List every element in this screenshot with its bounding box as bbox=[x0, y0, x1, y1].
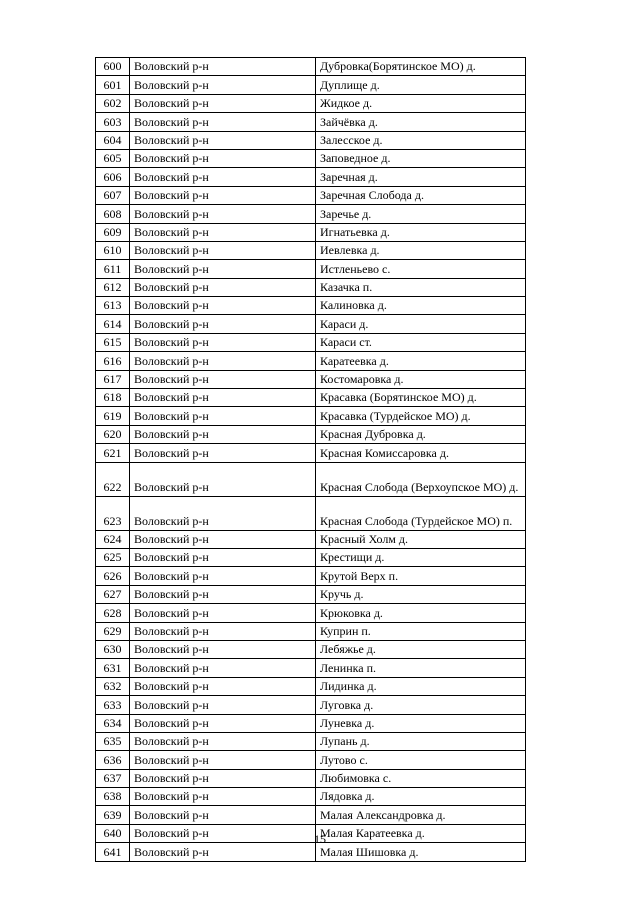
row-number: 605 bbox=[96, 149, 130, 167]
district-cell: Воловский р-н bbox=[130, 714, 316, 732]
table-row bbox=[96, 425, 526, 443]
row-number: 608 bbox=[96, 205, 130, 223]
district-cell: Воловский р-н bbox=[130, 530, 316, 548]
row-number: 637 bbox=[96, 769, 130, 787]
district-cell: Воловский р-н bbox=[130, 696, 316, 714]
settlement-cell: Калиновка д. bbox=[316, 297, 526, 315]
district-cell: Воловский р-н bbox=[130, 370, 316, 388]
district-cell: Воловский р-н bbox=[130, 462, 316, 496]
settlement-cell: Казачка п. bbox=[316, 278, 526, 296]
document-page bbox=[95, 57, 526, 862]
row-number: 616 bbox=[96, 352, 130, 370]
district-cell: Воловский р-н bbox=[130, 677, 316, 695]
settlement-cell: Крюковка д. bbox=[316, 604, 526, 622]
row-number: 629 bbox=[96, 622, 130, 640]
row-number: 624 bbox=[96, 530, 130, 548]
row-number: 610 bbox=[96, 241, 130, 259]
table-row bbox=[96, 604, 526, 622]
table-row bbox=[96, 769, 526, 787]
settlement-cell: Зайчёвка д. bbox=[316, 113, 526, 131]
row-number: 638 bbox=[96, 788, 130, 806]
table-row bbox=[96, 567, 526, 585]
district-cell: Воловский р-н bbox=[130, 751, 316, 769]
district-cell: Воловский р-н bbox=[130, 769, 316, 787]
table-row bbox=[96, 131, 526, 149]
table-row bbox=[96, 659, 526, 677]
table-row bbox=[96, 806, 526, 824]
table-row bbox=[96, 788, 526, 806]
table-row bbox=[96, 585, 526, 603]
table-row bbox=[96, 548, 526, 566]
district-cell: Воловский р-н bbox=[130, 149, 316, 167]
settlement-cell: Луневка д. bbox=[316, 714, 526, 732]
district-cell: Воловский р-н bbox=[130, 76, 316, 94]
table-row bbox=[96, 297, 526, 315]
district-cell: Воловский р-н bbox=[130, 806, 316, 824]
settlement-cell: Заречье д. bbox=[316, 205, 526, 223]
row-number: 632 bbox=[96, 677, 130, 695]
settlement-cell: Залесское д. bbox=[316, 131, 526, 149]
row-number: 622 bbox=[96, 462, 130, 496]
settlement-cell: Лутово с. bbox=[316, 751, 526, 769]
settlement-cell: Иевлевка д. bbox=[316, 241, 526, 259]
settlement-cell: Лупань д. bbox=[316, 732, 526, 750]
table-row bbox=[96, 260, 526, 278]
settlement-cell: Кручь д. bbox=[316, 585, 526, 603]
table-row bbox=[96, 352, 526, 370]
district-cell: Воловский р-н bbox=[130, 824, 316, 842]
row-number: 630 bbox=[96, 640, 130, 658]
table-row bbox=[96, 370, 526, 388]
settlement-cell: Жидкое д. bbox=[316, 94, 526, 112]
row-number: 627 bbox=[96, 585, 130, 603]
settlement-cell: Дубровка(Борятинское МО) д. bbox=[316, 58, 526, 76]
settlement-cell: Каратеевка д. bbox=[316, 352, 526, 370]
table-row bbox=[96, 407, 526, 425]
table-row bbox=[96, 94, 526, 112]
district-cell: Воловский р-н bbox=[130, 567, 316, 585]
table-row bbox=[96, 333, 526, 351]
district-cell: Воловский р-н bbox=[130, 278, 316, 296]
table-row bbox=[96, 622, 526, 640]
row-number: 633 bbox=[96, 696, 130, 714]
district-cell: Воловский р-н bbox=[130, 333, 316, 351]
district-cell: Воловский р-н bbox=[130, 131, 316, 149]
settlement-cell: Красная Слобода (Верхоупское МО) д. bbox=[316, 462, 526, 496]
settlement-cell: Куприн п. bbox=[316, 622, 526, 640]
table-row bbox=[96, 76, 526, 94]
settlement-cell: Красная Слобода (Турдейское МО) п. bbox=[316, 496, 526, 530]
row-number: 604 bbox=[96, 131, 130, 149]
district-cell: Воловский р-н bbox=[130, 352, 316, 370]
district-cell: Воловский р-н bbox=[130, 389, 316, 407]
district-cell: Воловский р-н bbox=[130, 585, 316, 603]
settlement-cell: Заречная д. bbox=[316, 168, 526, 186]
table-row bbox=[96, 113, 526, 131]
page-number: 15 bbox=[314, 832, 326, 846]
settlement-cell: Костомаровка д. bbox=[316, 370, 526, 388]
table-row bbox=[96, 732, 526, 750]
settlements-table bbox=[95, 57, 526, 862]
district-cell: Воловский р-н bbox=[130, 622, 316, 640]
row-number: 639 bbox=[96, 806, 130, 824]
table-row bbox=[96, 462, 526, 496]
table-row bbox=[96, 640, 526, 658]
table-row bbox=[96, 677, 526, 695]
table-row bbox=[96, 149, 526, 167]
row-number: 623 bbox=[96, 496, 130, 530]
settlement-cell: Крутой Верх п. bbox=[316, 567, 526, 585]
row-number: 640 bbox=[96, 824, 130, 842]
settlement-cell: Заповедное д. bbox=[316, 149, 526, 167]
table-row bbox=[96, 241, 526, 259]
row-number: 635 bbox=[96, 732, 130, 750]
settlement-cell: Красавка (Турдейское МО) д. bbox=[316, 407, 526, 425]
district-cell: Воловский р-н bbox=[130, 315, 316, 333]
row-number: 615 bbox=[96, 333, 130, 351]
district-cell: Воловский р-н bbox=[130, 205, 316, 223]
settlement-cell: Лидинка д. bbox=[316, 677, 526, 695]
district-cell: Воловский р-н bbox=[130, 604, 316, 622]
row-number: 626 bbox=[96, 567, 130, 585]
row-number: 617 bbox=[96, 370, 130, 388]
settlement-cell: Красный Холм д. bbox=[316, 530, 526, 548]
row-number: 628 bbox=[96, 604, 130, 622]
table-row bbox=[96, 389, 526, 407]
table-row bbox=[96, 223, 526, 241]
district-cell: Воловский р-н bbox=[130, 58, 316, 76]
row-number: 613 bbox=[96, 297, 130, 315]
row-number: 631 bbox=[96, 659, 130, 677]
row-number: 618 bbox=[96, 389, 130, 407]
table-row bbox=[96, 496, 526, 530]
settlement-cell: Караси ст. bbox=[316, 333, 526, 351]
row-number: 607 bbox=[96, 186, 130, 204]
table-row bbox=[96, 186, 526, 204]
table-row bbox=[96, 751, 526, 769]
district-cell: Воловский р-н bbox=[130, 223, 316, 241]
settlement-cell: Красная Дубровка д. bbox=[316, 425, 526, 443]
settlement-cell: Заречная Слобода д. bbox=[316, 186, 526, 204]
table-row bbox=[96, 696, 526, 714]
district-cell: Воловский р-н bbox=[130, 425, 316, 443]
table-row bbox=[96, 58, 526, 76]
row-number: 621 bbox=[96, 444, 130, 462]
row-number: 606 bbox=[96, 168, 130, 186]
district-cell: Воловский р-н bbox=[130, 444, 316, 462]
settlement-cell: Игнатьевка д. bbox=[316, 223, 526, 241]
district-cell: Воловский р-н bbox=[130, 407, 316, 425]
settlement-cell: Истленьево с. bbox=[316, 260, 526, 278]
table-row bbox=[96, 168, 526, 186]
district-cell: Воловский р-н bbox=[130, 260, 316, 278]
settlement-cell: Малая Каратеевка д. bbox=[316, 824, 526, 842]
row-number: 625 bbox=[96, 548, 130, 566]
row-number: 620 bbox=[96, 425, 130, 443]
settlement-cell: Дуплище д. bbox=[316, 76, 526, 94]
district-cell: Воловский р-н bbox=[130, 732, 316, 750]
table-row bbox=[96, 205, 526, 223]
settlement-cell: Любимовка с. bbox=[316, 769, 526, 787]
row-number: 609 bbox=[96, 223, 130, 241]
district-cell: Воловский р-н bbox=[130, 168, 316, 186]
settlement-cell: Лебяжье д. bbox=[316, 640, 526, 658]
row-number: 619 bbox=[96, 407, 130, 425]
district-cell: Воловский р-н bbox=[130, 843, 316, 861]
settlement-cell: Красная Комиссаровка д. bbox=[316, 444, 526, 462]
table-body bbox=[96, 58, 526, 862]
settlement-cell: Луговка д. bbox=[316, 696, 526, 714]
district-cell: Воловский р-н bbox=[130, 496, 316, 530]
district-cell: Воловский р-н bbox=[130, 241, 316, 259]
row-number: 612 bbox=[96, 278, 130, 296]
table-row bbox=[96, 530, 526, 548]
table-row bbox=[96, 315, 526, 333]
row-number: 601 bbox=[96, 76, 130, 94]
table-row bbox=[96, 444, 526, 462]
district-cell: Воловский р-н bbox=[130, 548, 316, 566]
district-cell: Воловский р-н bbox=[130, 94, 316, 112]
district-cell: Воловский р-н bbox=[130, 113, 316, 131]
row-number: 614 bbox=[96, 315, 130, 333]
row-number: 600 bbox=[96, 58, 130, 76]
district-cell: Воловский р-н bbox=[130, 788, 316, 806]
district-cell: Воловский р-н bbox=[130, 659, 316, 677]
row-number: 634 bbox=[96, 714, 130, 732]
settlement-cell: Крестищи д. bbox=[316, 548, 526, 566]
row-number: 636 bbox=[96, 751, 130, 769]
row-number: 641 bbox=[96, 843, 130, 861]
district-cell: Воловский р-н bbox=[130, 186, 316, 204]
settlement-cell: Малая Александровка д. bbox=[316, 806, 526, 824]
settlement-cell: Караси д. bbox=[316, 315, 526, 333]
district-cell: Воловский р-н bbox=[130, 297, 316, 315]
table-row bbox=[96, 714, 526, 732]
settlement-cell: Лядовка д. bbox=[316, 788, 526, 806]
row-number: 603 bbox=[96, 113, 130, 131]
settlement-cell: Красавка (Борятинское МО) д. bbox=[316, 389, 526, 407]
row-number: 611 bbox=[96, 260, 130, 278]
settlement-cell: Малая Шишовка д. bbox=[316, 843, 526, 861]
settlement-cell: Ленинка п. bbox=[316, 659, 526, 677]
row-number: 602 bbox=[96, 94, 130, 112]
table-row bbox=[96, 278, 526, 296]
district-cell: Воловский р-н bbox=[130, 640, 316, 658]
